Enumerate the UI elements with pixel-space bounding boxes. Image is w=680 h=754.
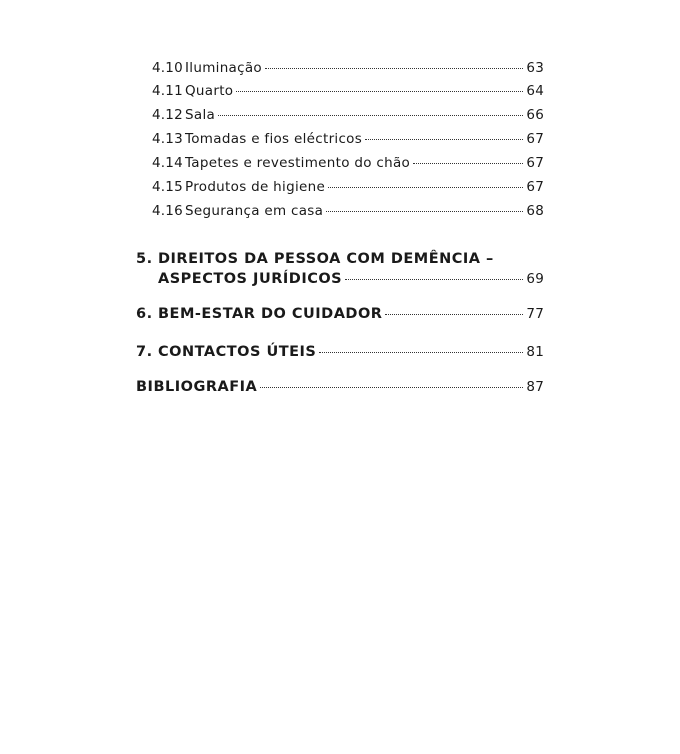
dot-leader — [328, 187, 523, 188]
chapter-title-line1: DIREITOS DA PESSOA COM DEMÊNCIA – — [158, 251, 494, 267]
dot-leader — [413, 163, 523, 164]
entry-page: 67 — [526, 155, 544, 171]
toc-entry-4-15[interactable] — [152, 177, 544, 197]
chapter-page: 77 — [526, 306, 544, 322]
entry-number: 4.12 — [152, 107, 183, 123]
entry-page: 68 — [526, 203, 544, 219]
dot-leader — [326, 211, 523, 212]
bibliography-page: 87 — [526, 379, 544, 395]
entry-title: Segurança em casa — [185, 203, 324, 219]
entry-number: 4.14 — [152, 155, 183, 171]
entry-title: Quarto — [185, 83, 234, 99]
toc-entry-4-13[interactable] — [152, 129, 544, 149]
entry-page: 66 — [526, 107, 544, 123]
toc-entry-4-14[interactable] — [152, 153, 544, 173]
toc-chapter-5[interactable] — [136, 249, 544, 289]
dot-leader — [236, 91, 523, 92]
entry-page: 64 — [526, 83, 544, 99]
chapter-number: 7. — [136, 344, 153, 360]
dot-leader — [345, 279, 523, 280]
toc-entry-4-11[interactable] — [152, 81, 544, 101]
entry-number: 4.15 — [152, 179, 183, 195]
chapter-title: CONTACTOS ÚTEIS — [158, 344, 317, 360]
bibliography-title: BIBLIOGRAFIA — [136, 379, 258, 395]
dot-leader — [385, 314, 523, 315]
toc-bibliography[interactable] — [136, 377, 544, 397]
toc-chapter-7[interactable] — [136, 342, 544, 362]
chapter-page: 69 — [526, 271, 544, 287]
dot-leader — [319, 352, 523, 353]
entry-number: 4.10 — [152, 60, 183, 76]
entry-title: Sala — [185, 107, 216, 123]
dot-leader — [260, 387, 523, 388]
entry-number: 4.13 — [152, 131, 183, 147]
dot-leader — [365, 139, 523, 140]
toc-chapter-6[interactable] — [136, 304, 544, 324]
toc-entry-4-12[interactable] — [152, 105, 544, 125]
toc-entry-4-16[interactable] — [152, 201, 544, 221]
entry-title: Produtos de higiene — [185, 179, 326, 195]
dot-leader — [265, 68, 523, 69]
entry-page: 67 — [526, 179, 544, 195]
entry-title: Iluminação — [185, 60, 262, 76]
dot-leader — [218, 115, 523, 116]
toc-entry-4-10[interactable] — [152, 58, 544, 78]
entry-number: 4.11 — [152, 83, 183, 99]
entry-title: Tapetes e revestimento do chão — [185, 155, 411, 171]
entry-page: 63 — [526, 60, 544, 76]
chapter-page: 81 — [526, 344, 544, 360]
entry-page: 67 — [526, 131, 544, 147]
chapter-title-line2: ASPECTOS JURÍDICOS — [158, 271, 343, 287]
chapter-number: 5. — [136, 251, 153, 267]
entry-title: Tomadas e fios eléctricos — [185, 131, 363, 147]
chapter-title: BEM-ESTAR DO CUIDADOR — [158, 306, 383, 322]
chapter-number: 6. — [136, 306, 153, 322]
entry-number: 4.16 — [152, 203, 183, 219]
